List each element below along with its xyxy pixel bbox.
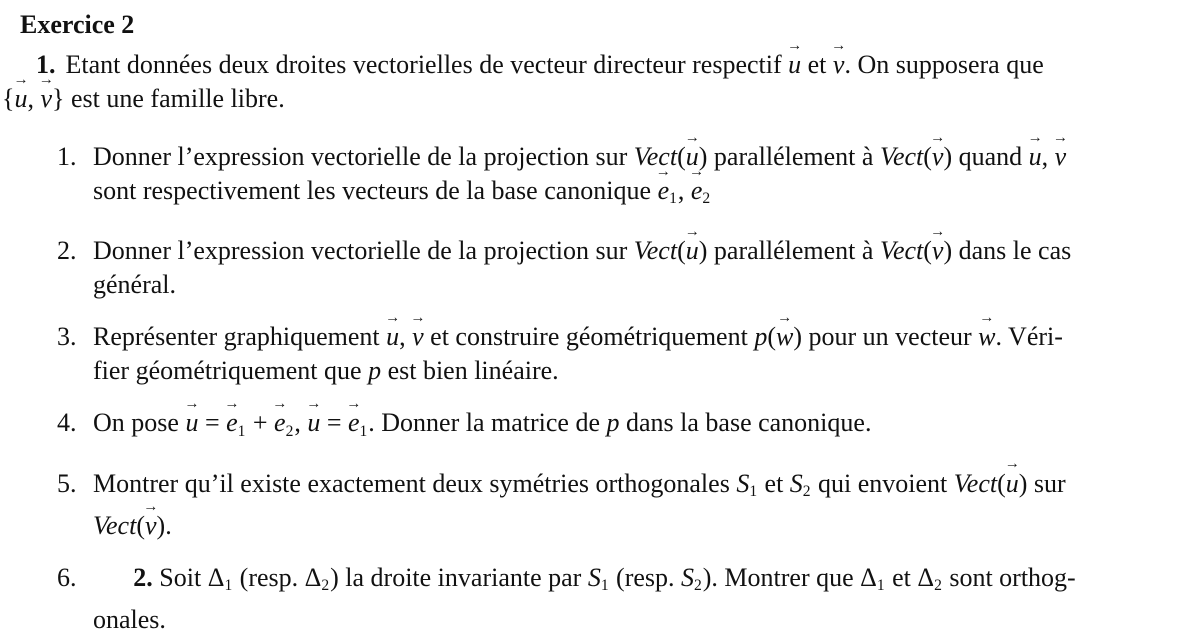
text-segment: , [399,322,413,352]
vector-symbol: w → [978,320,995,354]
vector-symbol: e → [658,174,670,208]
text-segment: est bien linéaire. [381,356,559,386]
vector-symbol: w → [776,320,793,354]
text-segment: S [681,563,695,593]
vector-symbol: e → [274,406,286,440]
intro-line-1-text [66,50,1044,79]
vector-symbol: e → [348,406,360,440]
text-segment: ) sur [1018,468,1066,498]
text-segment: et [758,468,790,498]
text-segment: 1 [749,483,758,501]
item-body [93,140,1201,216]
text-segment: ). [156,511,172,541]
text-segment: ( [923,236,932,266]
text-segment: (resp. [233,563,305,593]
item-line [93,561,1201,603]
intro-part-label: 1. [36,50,56,79]
text-segment: , [294,408,308,438]
text-segment: 1 [600,577,609,595]
text-segment: Δ [860,563,877,593]
text-segment: Δ [207,563,225,593]
text-segment: + [246,408,275,438]
text-segment: 1 [237,422,246,440]
text-segment: Soit [152,563,208,593]
vector-symbol: v → [145,509,157,543]
intro-line-1 [0,48,1201,82]
text-segment: p [754,322,768,352]
text-segment: ( [767,322,776,352]
item-line [93,320,1201,354]
vector-symbol: v → [833,48,845,82]
text-segment: dans la base canonique. [619,408,872,438]
text-segment: . Véri- [995,322,1063,352]
vector-symbol: v → [412,320,424,354]
text-segment: p [368,356,382,386]
text-segment: . Donner la matrice de [368,408,607,438]
text-segment: sont respectivement les vecteurs de la base canonique [93,176,658,205]
text-segment: 1 [359,422,368,440]
text-segment: et [885,563,918,593]
text-segment: ( [677,236,686,266]
text-segment: } est une famille libre. [52,84,285,113]
vector-symbol: u → [1029,140,1042,174]
item-body [93,320,1201,388]
vector-symbol: u → [386,320,399,354]
text-segment: onales. [93,605,166,635]
item-number: 2. [57,236,77,266]
vector-symbol: v → [1055,140,1067,174]
text-segment: Vect [633,142,678,171]
text-segment: Représenter graphiquement [93,322,387,352]
vector-symbol: v → [932,140,944,174]
vector-symbol: v → [40,82,52,116]
item-number: 5. [57,468,77,498]
text-segment: 2 [702,190,711,208]
text-segment: ) la droite invariante par [330,563,588,593]
text-segment: = [198,408,227,438]
vector-symbol: u → [788,48,801,82]
vector-symbol: u → [1006,467,1019,501]
item-number: 1. [57,142,77,171]
item-number: 4. [57,408,77,438]
text-segment: général. [93,270,177,300]
text-segment: ( [136,511,145,541]
text-segment: S [789,468,803,498]
text-segment: , [1041,142,1055,171]
text-segment: On pose [93,408,186,438]
text-segment: ( [923,142,932,171]
list-item-6 [57,561,1201,637]
text-segment: et [801,50,833,79]
item-body [93,467,1201,543]
text-segment: 2 [802,483,811,501]
intro-paragraph [0,48,1201,116]
text-segment: Vect [879,236,924,266]
text-segment: ) parallélement à [698,236,880,266]
text-segment: , [677,176,691,205]
vector-symbol: e → [691,174,703,208]
list-item-3 [57,320,1201,388]
item-line [93,467,1201,509]
item-body [93,561,1201,637]
text-segment: Vect [953,468,998,498]
text-segment: Δ [304,563,322,593]
vector-symbol: u → [185,406,198,440]
vector-symbol: u → [686,234,699,268]
text-segment: ) quand [943,142,1029,171]
text-segment: Δ [917,563,935,593]
text-segment: 1 [876,577,885,595]
text-segment: 2 [321,577,330,595]
text-segment: fier géométriquement que [93,356,369,386]
item-line [93,354,1201,388]
item-line [93,140,1201,174]
text-segment: et construire géométriquement [423,322,755,352]
item-line [93,406,1201,448]
question-list [0,140,1201,637]
vector-symbol: v → [932,234,944,268]
item-line [93,174,1201,216]
item-line [93,603,1201,637]
text-segment: Vect [633,236,678,266]
intro-line-2 [0,82,1201,116]
text-segment: 2 [934,577,942,595]
item-line [93,234,1201,268]
list-item-2 [57,234,1201,302]
exercise-title: Exercice 2 [20,10,135,39]
text-segment: = [320,408,348,438]
text-segment: . On supposera que [844,50,1044,79]
text-segment: (resp. [609,563,682,593]
text-segment: ) parallélement à [698,142,880,171]
text-segment: ) dans le cas [943,236,1072,266]
item-number: 3. [57,322,77,352]
text-segment: Donner l’expression vectorielle de la projection sur [93,142,634,171]
text-segment: Montrer qu’il existe exactement deux symétries orthogonales [93,468,737,498]
text-segment: Vect [879,142,924,171]
item-number: 6. [57,563,77,593]
vector-symbol: e → [226,406,238,440]
list-item-1 [57,140,1201,216]
item-body [93,234,1201,302]
text-segment: ( [997,468,1006,498]
text-segment: S [736,468,750,498]
text-segment: Etant données deux droites vectorielles de vecteur directeur respectif [65,50,789,79]
text-segment: 2 [694,577,702,595]
item-body [93,406,1201,448]
text-segment: { [2,84,15,113]
text-segment: 1 [224,577,233,595]
text-segment: qui envoient [811,468,954,498]
text-segment: Vect [93,511,137,541]
text-segment: 2 [285,422,294,440]
list-item-4 [57,406,1201,448]
vector-symbol: u → [686,140,699,174]
item-line [93,268,1201,302]
text-segment: ) pour un vecteur [793,322,979,352]
text-segment: 2. [133,563,153,593]
text-segment: ( [677,142,686,171]
text-segment: Donner l’expression vectorielle de la projection sur [93,236,634,266]
text-segment: ). Montrer que [702,563,861,593]
text-segment: p [606,408,620,438]
text-segment: sont orthog- [942,563,1076,593]
list-item-5 [57,467,1201,543]
vector-symbol: u → [14,82,27,116]
vector-symbol: u → [307,406,320,440]
text-segment: 1 [669,190,677,208]
text-segment: S [587,563,601,593]
item-line [93,509,1201,543]
text-segment: , [27,84,41,113]
